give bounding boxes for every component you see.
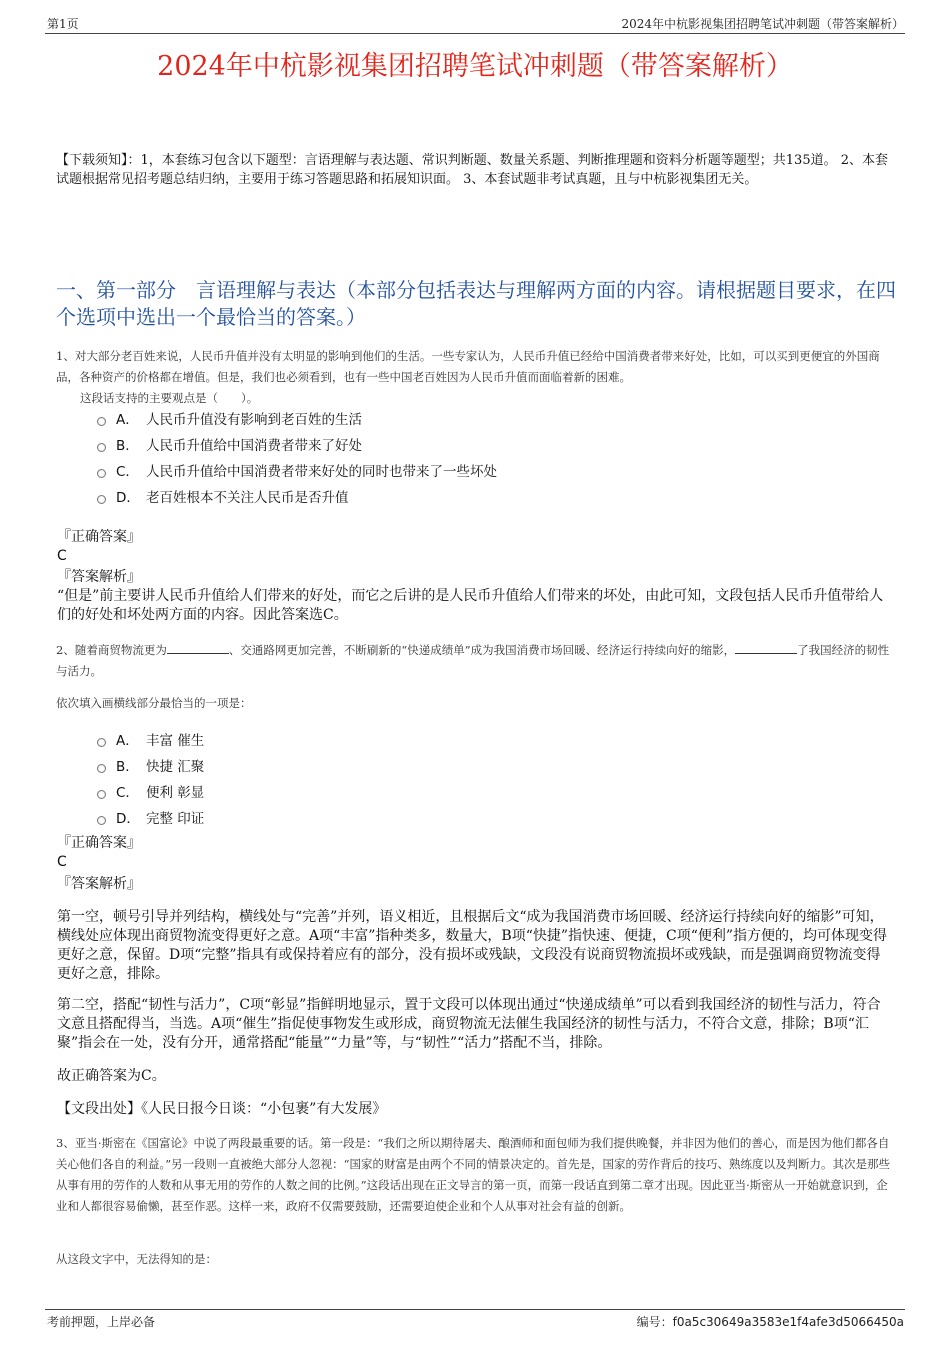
q1-option-b[interactable]: [97, 433, 497, 455]
q2-stem-part2: 、交通路网更加完善，不断刷新的“快递成绩单”成为我国消费市场回暖、经济运行持续向好的缩影，: [228, 643, 736, 657]
blank-line: [735, 641, 797, 654]
q2-option-a[interactable]: [97, 728, 204, 750]
radio-icon[interactable]: [97, 764, 106, 773]
footer-code-label: 编号：: [636, 1315, 673, 1329]
q2-option-b[interactable]: [97, 754, 204, 776]
option-letter: A．: [116, 733, 139, 749]
q1-answer: C: [57, 548, 67, 564]
q2-options: [97, 728, 204, 828]
download-notice: 【下载须知】：1，本套练习包含以下题型：言语理解与表达题、常识判断题、数量关系题、判断推理题和资料分析题等题型；共135道。 2、本套试题根据常见招考题总结归纳，主要用于练习答题思路和拓展知识面。 3、本套试题非考试真题，且与中杭影视集团无关。: [56, 153, 888, 187]
q2-stem-part3: 了我国经济的韧性与活力。: [56, 643, 890, 678]
radio-icon[interactable]: [97, 443, 106, 452]
header-divider: [45, 33, 905, 34]
q2-option-c[interactable]: [97, 780, 204, 802]
blank-line: [167, 641, 229, 654]
page-title: 2024年中杭影视集团招聘笔试冲刺题（带答案解析）: [157, 51, 793, 82]
q1-analysis: “但是”前主要讲人民币升值给人们带来的好处，而它之后讲的是人民币升值给人们带来的坏处，由此可知，文段包括人民币升值带给人们的好处和坏处两方面的内容。因此答案选C。: [57, 588, 884, 623]
option-letter: A．: [116, 412, 139, 428]
q2-analysis-p3: 故正确答案为C。: [57, 1068, 166, 1084]
q1-option-c[interactable]: [97, 459, 497, 481]
page-number: 第1页: [47, 17, 79, 31]
option-text: 人民币升值没有影响到老百姓的生活: [146, 412, 362, 428]
section-title: 一、第一部分 言语理解与表达（本部分包括表达与理解两方面的内容。请根据题目要求，在四个选项中选出一个最恰当的答案。）: [56, 278, 896, 329]
q3-stem: 3、亚当·斯密在《国富论》中说了两段最重要的话。第一段是：“我们之所以期待屠夫、酿酒师和面包师为我们提供晚餐，并非因为他们的善心，而是因为他们都各自关心他们各自的利益。”另一段则一直被绝大部分人忽视：“国家的财富是由两个不同的情景决定的。首先是，国家的劳作背后的技巧、熟练度以及判断力。其次是那些从事有用的劳作的人数和从事无用的劳作的人数之间的比例。”这段话出现在正文导言的第一页，而第一段话直到第二章才出现。因此亚当·斯密从一开始就意识到，企业和人都很容易偷懒，甚至作恶。这样一来，政府不仅需要鼓励，还需要迫使企业和个人从事对社会有益的创新。: [56, 1136, 890, 1213]
q2-stem-part1: 2、随着商贸物流更为: [56, 643, 167, 657]
q1-option-d[interactable]: [97, 485, 497, 507]
radio-icon[interactable]: [97, 495, 106, 504]
radio-icon[interactable]: [97, 417, 106, 426]
option-letter: D．: [116, 490, 140, 506]
footer-code-value: f0a5c30649a3583e1f4afe3d5066450a: [672, 1315, 904, 1329]
q2-option-d[interactable]: [97, 806, 204, 828]
option-text: 老百姓根本不关注人民币是否升值: [146, 490, 349, 506]
footer-slogan: 考前押题，上岸必备: [47, 1315, 156, 1329]
option-text: 人民币升值给中国消费者带来了好处: [146, 438, 362, 454]
q1-analysis-label: 『答案解析』: [57, 569, 141, 585]
option-letter: D．: [116, 811, 140, 827]
option-letter: B．: [116, 438, 139, 454]
q1-prompt: 这段话支持的主要观点是（ ）。: [80, 391, 259, 405]
q2-analysis-label: 『答案解析』: [57, 876, 141, 892]
radio-icon[interactable]: [97, 790, 106, 799]
footer-divider: [45, 1309, 905, 1310]
q2-analysis-p2: 第二空，搭配“韧性与活力”，C项“彰显”指鲜明地显示，置于文段可以体现出通过“快递成绩单”可以看到我国经济的韧性与活力，符合文意且搭配得当，当选。A项“催生”指促使事物发生或形成，商贸物流无法催生我国经济的韧性与活力，不符合文意，排除；B项“汇聚”指会在一处，没有分开，通常搭配“能量”“力量”等，与“韧性”“活力”搭配不当，排除。: [57, 997, 881, 1051]
q1-stem: 1、对大部分老百姓来说，人民币升值并没有太明显的影响到他们的生活。一些专家认为，人民币升值已经给中国消费者带来好处，比如，可以买到更便宜的外国商品，各种资产的价格都在增值。但是，我们也必须看到，也有一些中国老百姓因为人民币升值而面临着新的困难。: [56, 349, 880, 384]
radio-icon[interactable]: [97, 738, 106, 747]
radio-icon[interactable]: [97, 816, 106, 825]
q2-answer: C: [57, 854, 67, 870]
q2-source: 【文段出处】《人民日报今日谈：“小包裹”有大发展》: [57, 1101, 387, 1117]
footer-code: [637, 1313, 904, 1330]
option-text: 便利 彰显: [146, 785, 205, 801]
option-letter: C．: [116, 464, 139, 480]
q3-prompt: 从这段文字中，无法得知的是：: [56, 1252, 217, 1266]
q1-options: [97, 407, 497, 507]
option-letter: B．: [116, 759, 139, 775]
q1-option-a[interactable]: [97, 407, 497, 429]
option-text: 人民币升值给中国消费者带来好处的同时也带来了一些坏处: [146, 464, 497, 480]
radio-icon[interactable]: [97, 469, 106, 478]
q2-answer-label: 『正确答案』: [57, 835, 141, 851]
option-text: 快捷 汇聚: [146, 759, 205, 775]
q1-answer-label: 『正确答案』: [57, 529, 141, 545]
option-text: 完整 印证: [146, 811, 205, 827]
q2-stem: [56, 640, 898, 682]
option-text: 丰富 催生: [146, 733, 205, 749]
option-letter: C．: [116, 785, 139, 801]
q2-prompt: 依次填入画横线部分最恰当的一项是：: [56, 696, 252, 710]
q2-analysis-p1: 第一空，顿号引导并列结构，横线处与“完善”并列，语义相近，且根据后文“成为我国消费市场回暖、经济运行持续向好的缩影”可知，横线处应体现出商贸物流变得更好之意。A项“丰富”指种类多，数量大，B项“快捷”指快速、便捷，C项“便利”指方便的，均可体现变得更好之意，保留。D项“完整”指具有或保持着应有的部分，没有损坏或残缺，文段没有说商贸物流损坏或残缺，而是强调商贸物流变得更好之意，排除。: [57, 909, 888, 982]
header-doc-title: 2024年中杭影视集团招聘笔试冲刺题（带答案解析）: [621, 17, 904, 31]
